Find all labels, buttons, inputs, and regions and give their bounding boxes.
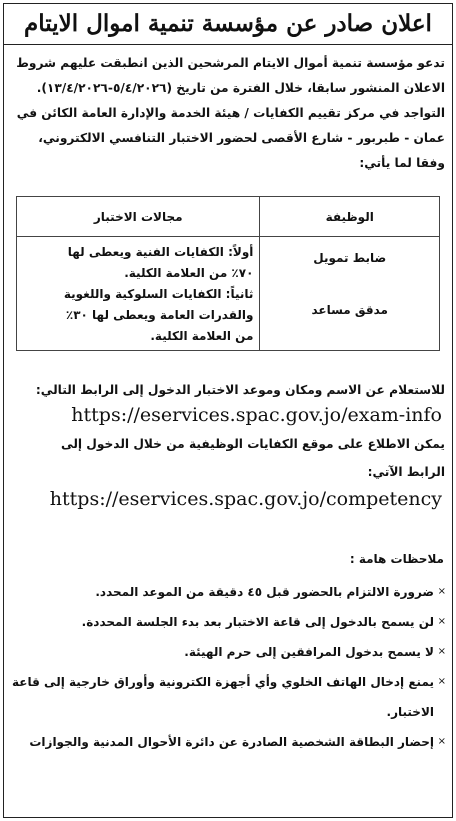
list-item <box>10 577 446 607</box>
intro-line: عمان - طبربور - شارع الأقصى لحضور الاختبار التنافسي الالكتروني، <box>38 131 445 145</box>
field-line: ٧٠٪ من العلامة الكلية. <box>124 266 254 280</box>
intro-line: التواجد في مركز تقييم الكفايات / هيئة الخدمة والإدارة العامة الكائن في <box>16 106 445 120</box>
list-item <box>10 727 446 757</box>
note-text: لن يسمح بالدخول إلى قاعة الاختبار بعد بدء الجلسة المحددة. <box>81 615 434 629</box>
note-text: ضرورة الالتزام بالحضور قبل ٤٥ دقيقة من الموعد المحدد. <box>95 585 434 599</box>
note-text: لا يسمح بدخول المرافقين إلى حرم الهيئة. <box>184 645 434 659</box>
table-row <box>17 237 440 351</box>
list-item <box>10 637 446 667</box>
competency-text-2: الرابط الآتي: <box>367 465 445 479</box>
competency-text: يمكن الاطلاع على موقع الكفايات الوظيفية من خلال الدخول إلى <box>60 437 445 451</box>
competency-link[interactable]: https://eservices.spac.gov.jo/competency <box>49 488 442 510</box>
inquiry-text: للاستعلام عن الاسم ومكان وموعد الاختبار الدخول إلى الرابط التالي: <box>35 383 445 397</box>
job-finance-officer: ضابط تمويل <box>313 251 387 265</box>
list-item <box>10 607 446 637</box>
exam-info-link[interactable]: https://eservices.spac.gov.jo/exam-info <box>71 404 442 426</box>
field-line: ثانياً: الكفايات السلوكية واللغوية <box>63 287 254 301</box>
job-assistant-auditor: مدقق مساعد <box>311 303 388 317</box>
jobs-cell <box>260 237 440 351</box>
x-bullet-icon: × <box>437 646 446 657</box>
fields-cell <box>17 237 260 351</box>
header-test-fields: مجالات الاختبار <box>17 197 260 237</box>
x-bullet-icon: × <box>437 586 446 597</box>
intro-paragraph <box>4 45 452 176</box>
field-line: والقدرات العامة ويعطى لها ٣٠٪ <box>65 308 254 322</box>
notes-list <box>4 577 452 757</box>
x-bullet-icon: × <box>437 736 446 747</box>
header-job: الوظيفة <box>260 197 440 237</box>
table-header-row <box>17 197 440 237</box>
note-text: يمنع إدخال الهاتف الخلوي وأي أجهزة الكترونية وأوراق خارجية إلى قاعة الاختبار. <box>12 675 434 719</box>
notes-title: ملاحظات هامة : <box>349 552 444 566</box>
list-item <box>10 667 446 727</box>
x-bullet-icon: × <box>437 616 446 627</box>
intro-line: الاعلان المنشور سابقا، خلال الفترة من تاريخ (٥/٤/٢٠٢٦-١٣/٤/٢٠٢٦). <box>36 81 445 95</box>
field-line: أولاً: الكفايات الفنية ويعطى لها <box>67 245 254 259</box>
field-line: من العلامة الكلية. <box>150 329 254 343</box>
intro-line: تدعو مؤسسة تنمية أموال الايتام المرشحين الذين انطبقت عليهم شروط <box>16 56 445 70</box>
intro-line: وفقا لما يأتي: <box>359 156 445 170</box>
jobs-table <box>16 196 440 351</box>
note-text: إحضار البطاقة الشخصية الصادرة عن دائرة الأحوال المدنية والجوازات <box>29 735 434 749</box>
announcement-frame <box>3 3 453 818</box>
x-bullet-icon: × <box>437 676 446 687</box>
announcement-title: اعلان صادر عن مؤسسة تنمية اموال الايتام <box>24 10 432 37</box>
